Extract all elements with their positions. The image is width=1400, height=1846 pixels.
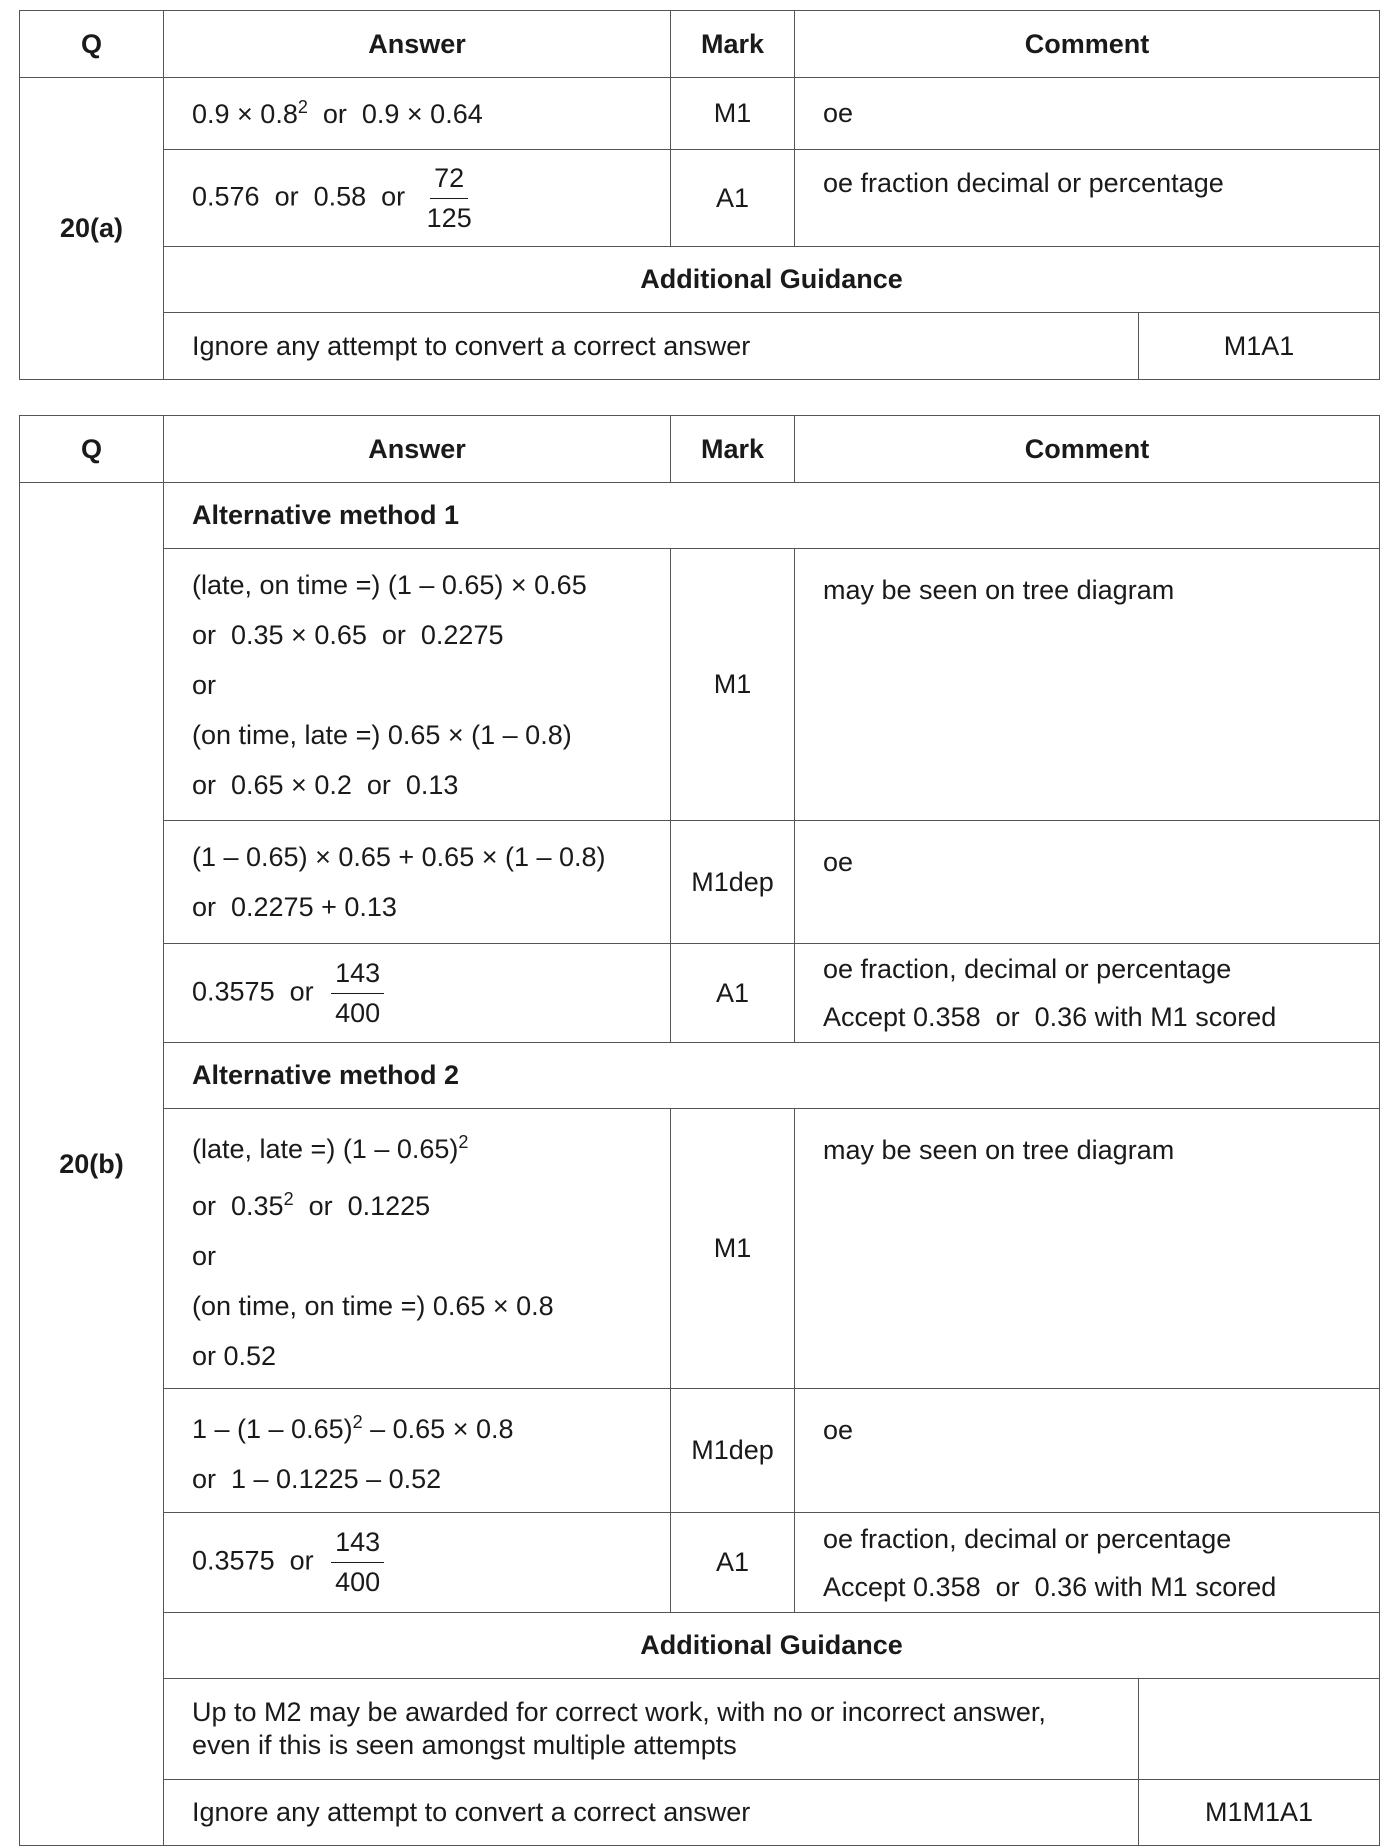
answer-line: or 1 – 0.1225 – 0.52 <box>192 1464 442 1494</box>
comment-cell: may be seen on tree diagram <box>795 549 1380 821</box>
comment-line: Accept 0.358 or 0.36 with M1 scored <box>823 1002 1277 1032</box>
answer-text: 1 – (1 – 0.65) <box>192 1414 353 1444</box>
guidance-line: even if this is seen amongst multiple attempts <box>192 1730 737 1760</box>
table-row <box>20 821 1380 944</box>
guidance-title-row <box>20 247 1380 313</box>
comment-line: Accept 0.358 or 0.36 with M1 scored <box>823 1571 1277 1602</box>
guidance-row <box>20 313 1380 380</box>
question-number: 20(a) <box>20 78 164 380</box>
header-mark: Mark <box>671 11 795 78</box>
header-comment: Comment <box>795 416 1380 483</box>
mark-cell: A1 <box>671 1513 795 1613</box>
table-row <box>20 1109 1380 1389</box>
question-number: 20(b) <box>20 483 164 1846</box>
mark-cell: M1dep <box>671 821 795 944</box>
answer-line: or <box>192 1240 217 1271</box>
answer-text: (late, late =) (1 – 0.65) <box>192 1133 459 1164</box>
answer-cell <box>164 821 671 944</box>
answer-text: or 0.1225 <box>293 1190 431 1221</box>
guidance-line: Up to M2 may be awarded for correct work, with no or incorrect answer, <box>192 1697 1046 1727</box>
comment-cell: oe fraction decimal or percentage <box>795 150 1380 247</box>
fraction <box>423 162 476 233</box>
mark-scheme-table-20a <box>19 10 1380 380</box>
answer-cell <box>164 549 671 821</box>
answer-cell <box>164 78 671 150</box>
header-answer: Answer <box>164 11 671 78</box>
guidance-text: Ignore any attempt to convert a correct answer <box>164 1780 1139 1846</box>
answer-cell <box>164 944 671 1043</box>
header-answer: Answer <box>164 416 671 483</box>
guidance-title-row <box>20 1613 1380 1679</box>
answer-text: 0.9 × 0.8 <box>192 99 298 129</box>
guidance-mark <box>1139 1679 1380 1780</box>
numerator: 143 <box>331 1529 384 1563</box>
answer-line <box>192 1397 642 1454</box>
answer-text: – 0.65 × 0.8 <box>362 1414 514 1444</box>
fraction <box>331 1529 384 1596</box>
answer-line: (on time, late =) 0.65 × (1 – 0.8) <box>192 719 572 750</box>
answer-line: (late, on time =) (1 – 0.65) × 0.65 <box>192 569 587 600</box>
table-row <box>20 944 1380 1043</box>
comment-cell: oe <box>795 1389 1380 1513</box>
header-comment: Comment <box>795 11 1380 78</box>
exponent: 2 <box>352 1412 363 1432</box>
table-row <box>20 1389 1380 1513</box>
exponent: 2 <box>283 1188 294 1209</box>
answer-line: or 0.52 <box>192 1340 277 1371</box>
comment-line: oe fraction, decimal or percentage <box>823 1523 1232 1554</box>
answer-line <box>192 1174 642 1231</box>
answer-cell <box>164 1109 671 1389</box>
comment-cell <box>795 1513 1380 1613</box>
guidance-row <box>20 1679 1380 1780</box>
guidance-title: Additional Guidance <box>164 247 1380 313</box>
guidance-text <box>164 1679 1139 1780</box>
exponent: 2 <box>297 97 308 117</box>
method-title-row <box>20 1043 1380 1109</box>
header-row <box>20 416 1380 483</box>
answer-line: or <box>192 669 217 700</box>
comment-cell: may be seen on tree diagram <box>795 1109 1380 1389</box>
fraction <box>331 957 384 1028</box>
header-q: Q <box>20 11 164 78</box>
mark-cell: A1 <box>671 150 795 247</box>
answer-line: (on time, on time =) 0.65 × 0.8 <box>192 1290 554 1321</box>
answer-cell <box>164 1513 671 1613</box>
answer-line <box>192 1117 642 1174</box>
answer-line: (1 – 0.65) × 0.65 + 0.65 × (1 – 0.8) <box>192 842 606 872</box>
answer-line: or 0.65 × 0.2 or 0.13 <box>192 769 459 800</box>
table-row <box>20 150 1380 247</box>
mark-cell: A1 <box>671 944 795 1043</box>
answer-cell <box>164 1389 671 1513</box>
denominator: 125 <box>426 202 472 233</box>
answer-line: or 0.35 × 0.65 or 0.2275 <box>192 619 504 650</box>
mark-cell: M1dep <box>671 1389 795 1513</box>
comment-cell <box>795 944 1380 1043</box>
guidance-row <box>20 1780 1380 1846</box>
header-mark: Mark <box>671 416 795 483</box>
comment-cell: oe <box>795 821 1380 944</box>
comment-cell: oe <box>795 78 1380 150</box>
guidance-title: Additional Guidance <box>164 1613 1380 1679</box>
mark-cell: M1 <box>671 549 795 821</box>
answer-cell <box>164 150 671 247</box>
header-row <box>20 11 1380 78</box>
denominator: 400 <box>335 1567 381 1597</box>
answer-text: 0.576 or 0.58 or <box>192 181 406 212</box>
comment-line: oe fraction, decimal or percentage <box>823 954 1232 984</box>
table-row <box>20 78 1380 150</box>
table-row <box>20 549 1380 821</box>
mark-cell: M1 <box>671 1109 795 1389</box>
method-title-row <box>20 483 1380 549</box>
mark-scheme-table-20b <box>19 415 1380 1846</box>
answer-text: 0.3575 or <box>192 976 314 1007</box>
method-title: Alternative method 1 <box>164 483 1380 549</box>
method-title: Alternative method 2 <box>164 1043 1380 1109</box>
guidance-text: Ignore any attempt to convert a correct answer <box>164 313 1139 380</box>
numerator: 143 <box>331 960 384 994</box>
numerator: 72 <box>430 165 468 199</box>
answer-line: or 0.2275 + 0.13 <box>192 892 397 922</box>
answer-text: 0.3575 or <box>192 1545 314 1576</box>
guidance-mark: M1A1 <box>1139 313 1380 380</box>
header-q: Q <box>20 416 164 483</box>
denominator: 400 <box>335 997 381 1028</box>
exponent: 2 <box>458 1131 469 1152</box>
guidance-mark: M1M1A1 <box>1139 1780 1380 1846</box>
table-row <box>20 1513 1380 1613</box>
answer-text: or 0.35 <box>192 1190 284 1221</box>
mark-cell: M1 <box>671 78 795 150</box>
answer-text: or 0.9 × 0.64 <box>307 99 483 129</box>
